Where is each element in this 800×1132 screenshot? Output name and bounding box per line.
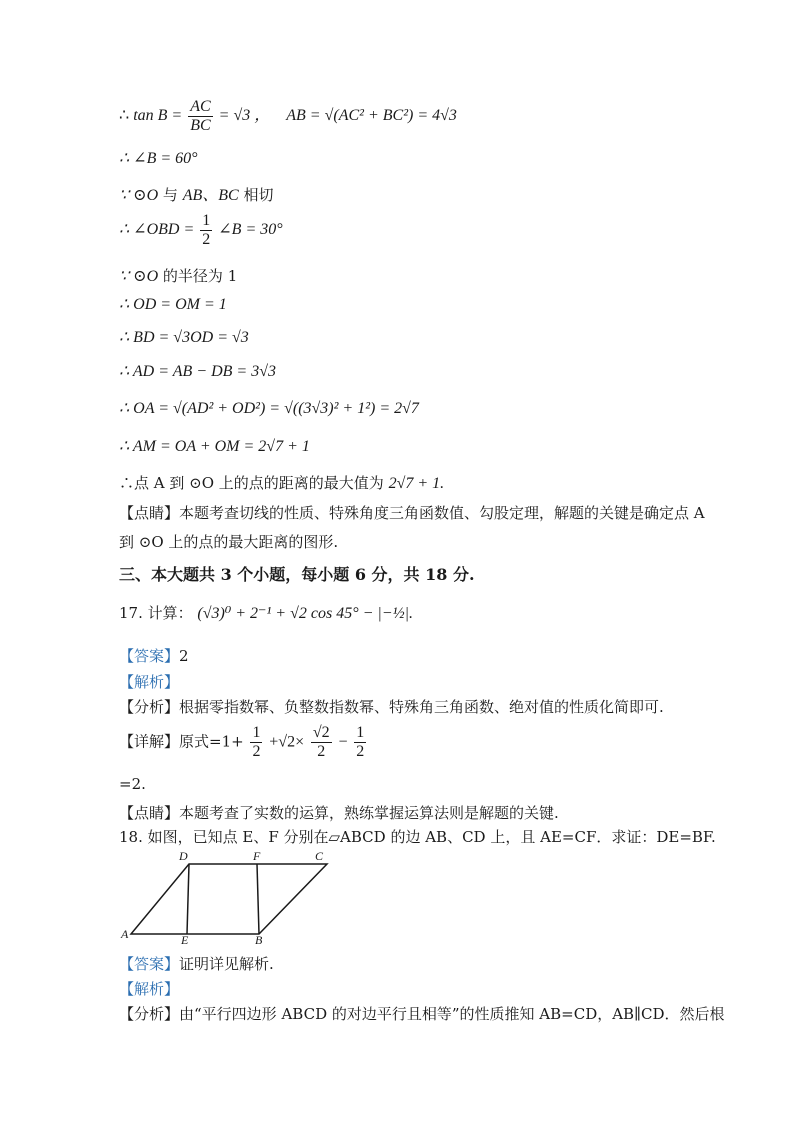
answer-value: 证明详见解析.	[179, 955, 274, 973]
dianjing-line-2: 到 ⊙O 上的点的最大距离的图形.	[119, 533, 339, 551]
q17-answer	[119, 645, 189, 666]
tanB-label: tan B =	[133, 107, 183, 125]
label-e: E	[181, 933, 189, 946]
half-fraction	[250, 724, 262, 761]
section-3-heading: 三、本大题共 3 个小题，每小题 6 分，共 18 分.	[119, 565, 475, 584]
segment-de	[187, 864, 189, 934]
dianjing-tag: 【点睛】	[119, 804, 180, 822]
conclusion-value: 2√7 + 1.	[388, 475, 445, 492]
step-angleB: ∴ ∠B = 60°	[119, 150, 198, 167]
dianjing-text: 本题考查了实数的运算，熟练掌握运算法则是解题的关键.	[179, 804, 559, 822]
step-angleOBD	[119, 212, 283, 249]
parallelogram-abcd	[131, 864, 327, 934]
step-radius	[119, 265, 237, 286]
step-tangent	[119, 182, 274, 205]
fraction-denominator: 2	[202, 231, 211, 248]
xiangjie-tag: 【详解】	[119, 732, 180, 751]
q17-question	[119, 602, 413, 623]
conclusion-text: ∴点 A 到 ⊙O 上的点的距离的最大值为	[119, 474, 384, 492]
step-tanB	[119, 98, 457, 135]
q17-jiexi-tag: 【解析】	[119, 673, 180, 691]
circle-o-symbol: ∵ ⊙O	[119, 268, 159, 285]
label-f: F	[253, 849, 261, 863]
q18-fenxi	[119, 1003, 725, 1024]
fraction-denominator: 2	[317, 743, 326, 760]
fraction-numerator: 1	[356, 724, 365, 741]
step-conclusion	[119, 472, 444, 493]
fenxi-tag: 【分析】	[119, 698, 180, 716]
text-tangent: 相切	[243, 186, 274, 204]
half-fraction-2	[354, 724, 366, 761]
answer-tag: 【答案】	[119, 647, 180, 665]
q17-xiangjie	[119, 724, 368, 761]
q17-fenxi	[119, 696, 664, 717]
dianjing-line-1	[119, 502, 705, 523]
minus-sign: −	[338, 733, 348, 751]
dianjing-text: 本题考查切线的性质、特殊角度三角函数值、勾股定理，解题的关键是确定点 A	[179, 504, 705, 522]
tanB-fraction	[188, 98, 212, 135]
label-b: B	[255, 933, 263, 946]
xiangjie-mid: +√2×	[269, 733, 305, 751]
fraction-denominator: BC	[190, 117, 211, 134]
q17-expression: (√3)⁰ + 2⁻¹ + √2 cos 45° − |−½|.	[197, 605, 413, 622]
step-bd: ∴ BD = √3OD = √3	[119, 329, 249, 346]
step-od-om: ∴ OD = OM = 1	[119, 296, 227, 313]
label-c: C	[315, 849, 324, 863]
fraction-numerator: AC	[190, 98, 211, 115]
parallelogram-figure	[119, 846, 329, 946]
radius-text: 的半径为 1	[162, 267, 238, 285]
segments-ab-bc: AB、BC	[182, 187, 239, 204]
angleOBD-value: ∠B = 30°	[218, 221, 283, 239]
q17-dianjing	[119, 802, 559, 823]
half-fraction	[200, 212, 212, 249]
fraction-numerator: 1	[252, 724, 261, 741]
dianjing-tag: 【点睛】	[119, 504, 180, 522]
step-ad: ∴ AD = AB − DB = 3√3	[119, 363, 276, 380]
step-am: ∴ AM = OA + OM = 2√7 + 1	[119, 438, 310, 455]
therefore-symbol: ∴	[119, 107, 130, 125]
ab-length: AB = √(AC² + BC²) = 4√3	[286, 107, 457, 125]
fenxi-tag: 【分析】	[119, 1005, 180, 1023]
q17-label: 17. 计算：	[119, 604, 193, 622]
q18-jiexi-tag: 【解析】	[119, 980, 180, 998]
q18-question: 18. 如图，已知点 E、F 分别在▱ABCD 的边 AB、CD 上，且 AE=CF．求证：DE=BF.	[119, 828, 716, 846]
root2-fraction	[311, 724, 332, 761]
fenxi-text: 根据零指数幂、负整数指数幂、特殊角三角函数、绝对值的性质化简即可.	[179, 698, 664, 716]
q18-answer	[119, 953, 274, 974]
tanB-value: = √3 ，	[218, 107, 271, 125]
segment-bf	[257, 864, 259, 934]
circle-o-symbol: ∵ ⊙O	[119, 187, 159, 204]
label-d: D	[179, 849, 188, 863]
label-a: A	[121, 927, 129, 941]
answer-value: 2	[179, 647, 189, 665]
fraction-numerator: √2	[312, 724, 330, 741]
angleOBD-label: ∴ ∠OBD =	[119, 221, 195, 239]
fraction-denominator: 2	[252, 743, 261, 760]
text-yu: 与	[162, 186, 178, 204]
fenxi-text: 由“平行四边形 ABCD 的对边平行且相等”的性质推知 AB=CD，AB∥CD．然后根	[179, 1005, 725, 1023]
fraction-numerator: 1	[202, 212, 211, 229]
xiangjie-start: 原式=1+	[179, 732, 244, 751]
q17-result: =2.	[119, 775, 146, 793]
step-oa: ∴ OA = √(AD² + OD²) = √((3√3)² + 1²) = 2√7	[119, 400, 419, 417]
fraction-denominator: 2	[356, 743, 365, 760]
answer-tag: 【答案】	[119, 955, 180, 973]
